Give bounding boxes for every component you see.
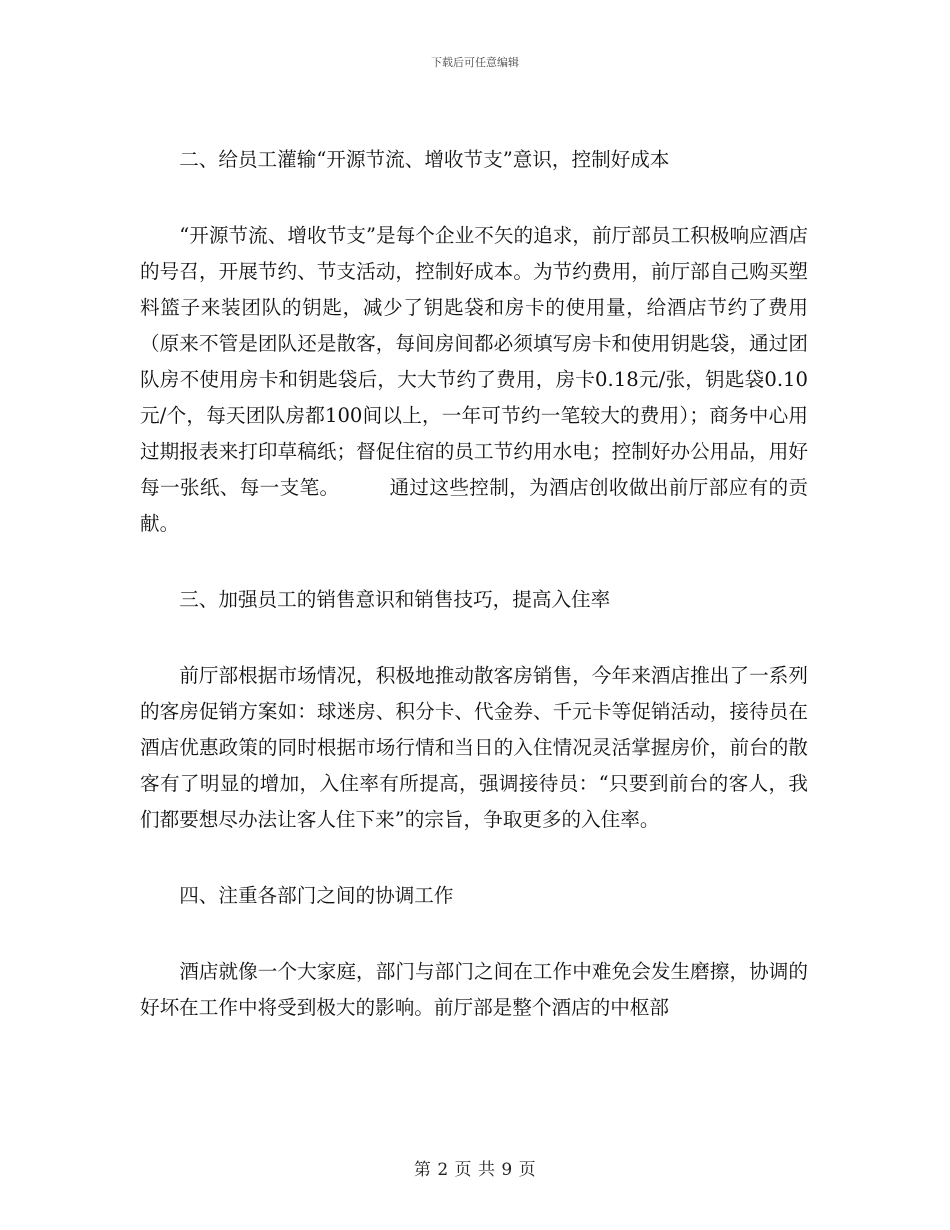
section-heading-2: 二、给员工灌输“开源节流、增收节支”意识，控制好成本 — [179, 148, 670, 171]
document-body — [140, 142, 808, 1066]
section-heading-3: 三、加强员工的销售意识和销售技巧，提高入住率 — [179, 588, 611, 611]
header-note: 下载后可任意编辑 — [431, 56, 519, 69]
page-number: 第 2 页 共 9 页 — [413, 1160, 537, 1180]
section-heading-4: 四、注重各部门之间的协调工作 — [179, 884, 454, 907]
section-paragraph-4: 酒店就像一个大家庭，部门与部门之间在工作中难免会发生磨擦，协调的好坏在工作中将受到极大的影响。前厅部是整个酒店的中枢部 — [140, 960, 808, 1019]
section-paragraph-2: “开源节流、增收节支”是每个企业不矢的追求，前厅部员工积极响应酒店的号召，开展节约、节支活动，控制好成本。为节约费用，前厅部自己购买塑料篮子来装团队的钥匙，减少了钥匙袋和房卡的使用量，给酒店节约了费用（原来不管是团队还是散客，每间房间都必须填写房卡和使用钥匙袋，通过团队房不使用房卡和钥匙袋后，大大节约了费用，房卡0.18元/张，钥匙袋0.10元/个，每天团队房都100间以上，一年可节约一笔较大的费用）；商务中心用过期报表来打印草稿纸；督促住宿的员工节约用水电；控制好办公用品，用好每一张纸、每一支笔。 通过这些控制，为酒店创收做出前厅部应有的贡献。 — [140, 224, 808, 535]
section-paragraph-3: 前厅部根据市场情况，积极地推动散客房销售，今年来酒店推出了一系列的客房促销方案如：球迷房、积分卡、代金券、千元卡等促销活动，接待员在酒店优惠政策的同时根据市场行情和当日的入住情况灵活掌握房价，前台的散客有了明显的增加，入住率有所提高，强调接待员：“只要到前台的客人，我们都要想尽办法让客人住下来”的宗旨，争取更多的入住率。 — [140, 664, 808, 831]
